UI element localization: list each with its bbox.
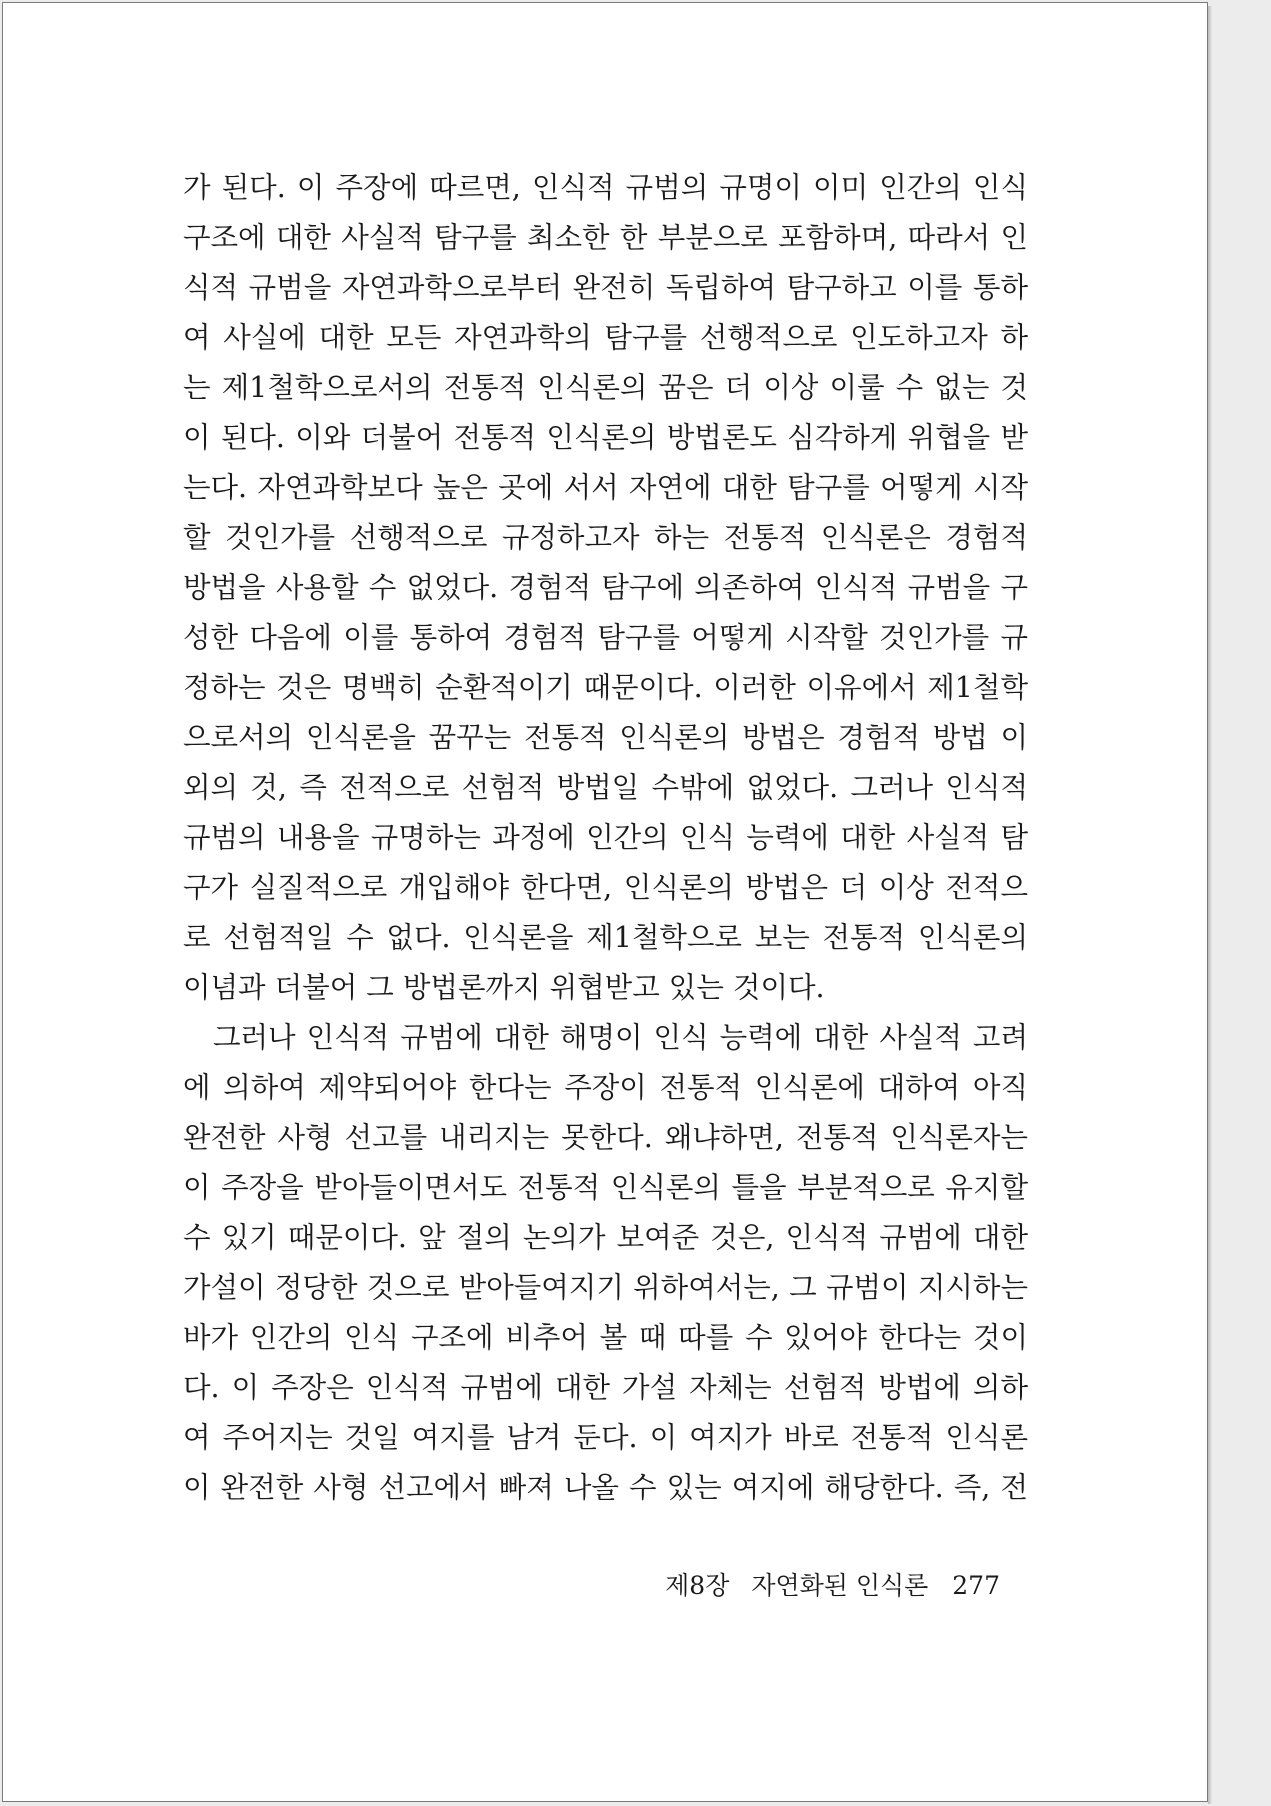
text-line: 구가 실질적으로 개입해야 한다면, 인식론의 방법은 더 이상 전적으: [183, 871, 1028, 904]
page-number: 277: [952, 1571, 1000, 1600]
text-line: 규범의 내용을 규명하는 과정에 인간의 인식 능력에 대한 사실적 탐: [183, 821, 1028, 854]
text-line: 이 완전한 사형 선고에서 빠져 나올 수 있는 여지에 해당한다. 즉, 전: [183, 1471, 1028, 1504]
text-line: 할 것인가를 선행적으로 규정하고자 하는 전통적 인식론은 경험적: [183, 521, 1028, 554]
text-line: 외의 것, 즉 전적으로 선험적 방법일 수밖에 없었다. 그러나 인식적: [183, 771, 1028, 804]
text-line: 여 사실에 대한 모든 자연과학의 탐구를 선행적으로 인도하고자 하: [183, 321, 1028, 354]
text-line: 이 주장을 받아들이면서도 전통적 인식론의 틀을 부분적으로 유지할: [183, 1171, 1028, 1204]
paragraph-first-line: 그러나 인식적 규범에 대한 해명이 인식 능력에 대한 사실적 고려: [213, 1021, 1028, 1054]
text-line: 성한 다음에 이를 통하여 경험적 탐구를 어떻게 시작할 것인가를 규: [183, 621, 1028, 654]
running-footer: [665, 1566, 1000, 1606]
text-line: 가설이 정당한 것으로 받아들여지기 위하여서는, 그 규범이 지시하는: [183, 1271, 1028, 1304]
text-line: 정하는 것은 명백히 순환적이기 때문이다. 이러한 이유에서 제1철학: [183, 671, 1028, 704]
text-line: 구조에 대한 사실적 탐구를 최소한 한 부분으로 포함하며, 따라서 인: [183, 221, 1028, 254]
text-line: 완전한 사형 선고를 내리지는 못한다. 왜냐하면, 전통적 인식론자는: [183, 1121, 1028, 1154]
chapter-label: 제8장: [665, 1571, 730, 1600]
text-line: 다. 이 주장은 인식적 규범에 대한 가설 자체는 선험적 방법에 의하: [183, 1371, 1028, 1404]
text-line: 여 주어지는 것일 여지를 남겨 둔다. 이 여지가 바로 전통적 인식론: [183, 1421, 1028, 1454]
text-line: 이 된다. 이와 더불어 전통적 인식론의 방법론도 심각하게 위협을 받: [183, 421, 1028, 454]
text-line: 에 의하여 제약되어야 한다는 주장이 전통적 인식론에 대하여 아직: [183, 1071, 1028, 1104]
page-shadow: [1208, 6, 1212, 1804]
text-line: 방법을 사용할 수 없었다. 경험적 탐구에 의존하여 인식적 규범을 구: [183, 571, 1028, 604]
text-line: 로 선험적일 수 없다. 인식론을 제1철학으로 보는 전통적 인식론의: [183, 921, 1028, 954]
text-line: 으로서의 인식론을 꿈꾸는 전통적 인식론의 방법은 경험적 방법 이: [183, 721, 1028, 754]
text-line: 식적 규범을 자연과학으로부터 완전히 독립하여 탐구하고 이를 통하: [183, 271, 1028, 304]
text-line: 는 제1철학으로서의 전통적 인식론의 꿈은 더 이상 이룰 수 없는 것: [183, 371, 1028, 404]
paragraph-last-line: 이념과 더불어 그 방법론까지 위협받고 있는 것이다.: [183, 971, 825, 1004]
text-line: 는다. 자연과학보다 높은 곳에 서서 자연에 대한 탐구를 어떻게 시작: [183, 471, 1028, 504]
chapter-title: 자연화된 인식론: [751, 1571, 929, 1600]
text-line: 바가 인간의 인식 구조에 비추어 볼 때 따를 수 있어야 한다는 것이: [183, 1321, 1028, 1354]
text-line: 가 된다. 이 주장에 따르면, 인식적 규범의 규명이 이미 인간의 인식: [183, 171, 1028, 204]
document-page[interactable]: [2, 2, 1208, 1802]
text-line: 수 있기 때문이다. 앞 절의 논의가 보여준 것은, 인식적 규범에 대한: [183, 1221, 1028, 1254]
